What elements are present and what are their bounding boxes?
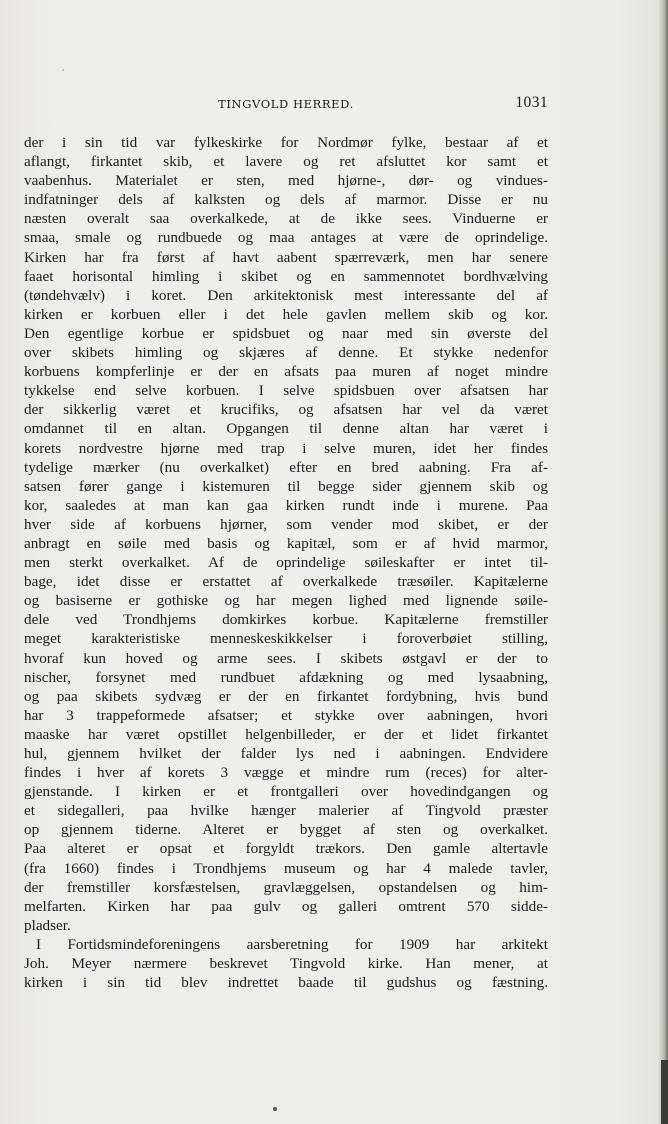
paper-speck — [62, 69, 64, 71]
text-line: har 3 trappeformede afsatser; et stykke over aabningen, hvori — [24, 706, 548, 724]
text-line: (tøndehvælv) i koret. Den arkitektonisk mest interessante del af — [24, 286, 548, 304]
text-line: satsen fører gange i kistemuren til begge sider gjennem skib og — [24, 477, 548, 495]
text-line: hvoraf kun hoved og arme sees. I skibets østgavl er der to — [24, 649, 548, 667]
text-line: Den egentlige korbue er spidsbuet og naar med sin øverste del — [24, 324, 548, 342]
text-line: I Fortidsmindeforeningens aarsberetning for 1909 har arkitekt — [36, 935, 548, 953]
text-line: over skibets himling og skjæres af denne. Et stykke nedenfor — [24, 344, 548, 362]
text-line: hul, gjennem hvilket der falder lys ned i aabningen. Endvidere — [24, 745, 548, 762]
text-line: meget karakteristiske menneskeskikkelser i foroverbøiet stilling, — [24, 630, 548, 648]
text-line: melfarten. Kirken har paa gulv og galleri omtrent 570 sidde- — [24, 897, 548, 915]
text-line: kirken er korbuen eller i det hele gavlen mellem skib og kor. — [24, 305, 548, 323]
text-line: der i sin tid var fylkeskirke for Nordmør fylke, bestaar af et — [24, 134, 548, 151]
page-number: 1031 — [515, 94, 548, 111]
text-line: indfatninger dels af kalksten og dels af marmor. Disse er nu — [24, 191, 548, 209]
text-line: Kirken har fra først af havt aabent spærreværk, men har senere — [24, 248, 548, 266]
running-head-title: TINGVOLD HERRED. — [218, 97, 354, 111]
text-line: korbuens kompferlinje er der en afsats paa muren af noget mindre — [24, 363, 548, 381]
text-line: næsten overalt saa overkalkede, at de ikke sees. Vinduerne er — [24, 210, 548, 228]
footer-mark — [273, 1107, 277, 1111]
text-line: anbragt en søile med basis og kapitæl, som er af hvid marmor, — [24, 534, 548, 552]
text-line: op gjennem tiderne. Alteret er bygget af sten og overkalket. — [24, 821, 548, 839]
text-line: og paa skibets sydvæg er der en firkantet fordybning, hvis bund — [24, 687, 548, 705]
text-line: dele ved Trondhjems domkirkes korbue. Kapitælerne fremstiller — [24, 611, 548, 629]
text-line: tydelige mærker (nu overkalket) efter en bred aabning. Fra af- — [24, 458, 548, 476]
text-line: (fra 1660) findes i Trondhjems museum og har 4 malede tavler, — [24, 859, 548, 877]
text-line: vaabenhus. Materialet er sten, med hjørne-, dør- og vindues- — [24, 172, 548, 190]
text-line: der fremstiller korsfæstelsen, gravlæggelsen, opstandelsen og him- — [24, 878, 548, 896]
running-head — [24, 94, 548, 114]
text-line: aflangt, firkantet skib, et lavere og ret afsluttet kor samt et — [24, 153, 548, 171]
text-line: der sikkerlig været et krucifiks, og afsatsen har vel da været — [24, 401, 548, 419]
text-line: hver side af korbuens hjørner, som vender mod skibet, er der — [24, 515, 548, 533]
body-text — [24, 133, 548, 992]
text-line: og basiserne er gothiske og har megen lighed med lignende søile- — [24, 592, 548, 610]
text-line: pladser. — [24, 916, 71, 934]
page-edge-bar — [661, 1060, 668, 1124]
text-line: et sidegalleri, paa hvilke hænger malerier af Tingvold præster — [24, 802, 548, 820]
text-line: kirken i sin tid blev indrettet baade til gudshus og fæstning. — [24, 974, 548, 992]
text-line: men sterkt overkalket. Af de oprindelige søileskafter er intet til- — [24, 554, 548, 572]
text-line: omdannet til en altan. Opgangen til denne altan har været i — [24, 420, 548, 438]
text-line: faaet horisontal himling i skibet og en sammennotet bordhvælving — [24, 267, 548, 285]
page-edge-shadow — [658, 0, 668, 1124]
text-line: korets nordvestre hjørne med trap i selve muren, idet her findes — [24, 439, 548, 457]
text-line: maaske har været opstillet helgenbilleder, er der et lidet firkantet — [24, 725, 548, 743]
text-line: Paa alteret er opsat et forgyldt trækors. Den gamle altertavle — [24, 840, 548, 858]
text-line: gjenstande. I kirken er et frontgalleri over hovedindgangen og — [24, 783, 548, 801]
text-line: kor, saaledes at man kan gaa kirken rundt inde i murene. Paa — [24, 496, 548, 514]
text-line: bage, idet disse er erstattet af overkalkede træsøiler. Kapitælerne — [24, 573, 548, 591]
text-line: nischer, forsynet med rundbuet afdækning og med lysaabning, — [24, 668, 548, 686]
text-line: findes i hver af korets 3 vægge et mindre rum (reces) for alter- — [24, 764, 548, 782]
text-line: Joh. Meyer nærmere beskrevet Tingvold kirke. Han mener, at — [24, 955, 548, 973]
text-line: smaa, smale og rundbuede og maa antages at være de oprindelige. — [24, 229, 548, 247]
text-line: tykkelse end selve korbuen. I selve spidsbuen over afsatsen har — [24, 382, 548, 400]
